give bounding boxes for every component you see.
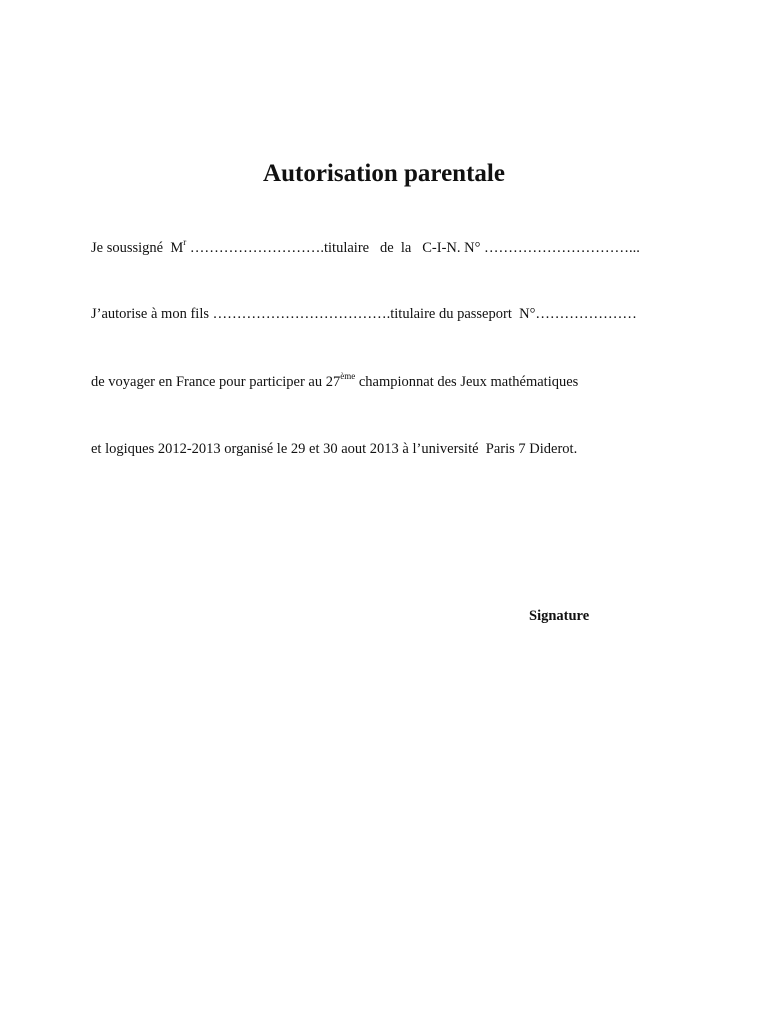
signature-label: Signature (529, 608, 590, 624)
championship-text: championnat des Jeux mathématiques (355, 374, 579, 390)
ordinal-superscript: ème (340, 371, 356, 381)
declarant-line-text: Je soussigné M (91, 240, 184, 256)
document-title: Autorisation parentale (263, 160, 505, 187)
declarant-title-superscript: r (183, 237, 187, 247)
declarant-cin-text: ……………………….titulaire de la C-I-N. N° …………………………... (186, 240, 640, 256)
declarant-line (91, 237, 640, 257)
authorization-line: J’autorise à mon fils ……………………………….titulaire du passeport N°………………… (91, 306, 637, 322)
travel-purpose-text: de voyager en France pour participer au 27 (91, 374, 341, 390)
event-details-line: et logiques 2012-2013 organisé le 29 et 30 aout 2013 à l’université Paris 7 Diderot. (91, 441, 578, 457)
travel-purpose-line (91, 371, 579, 391)
